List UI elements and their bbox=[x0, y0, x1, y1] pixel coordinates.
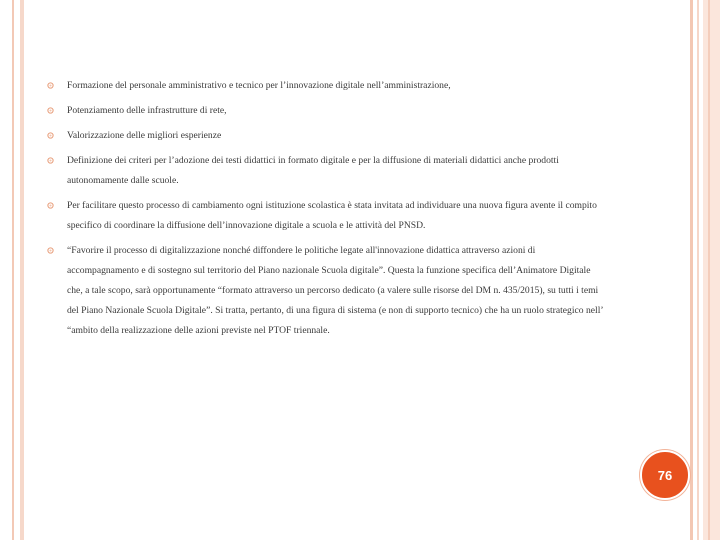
bullet-text: Per facilitare questo processo di cambiamento ogni istituzione scolastica è stata invitata ad individuare una nuova figura avente il compito specifico di coordinare la diffusione dell’innovazione digitale a scuola e le attività del PNSD. bbox=[67, 200, 597, 231]
circle-bullet-icon bbox=[47, 132, 54, 139]
circle-bullet-icon bbox=[47, 82, 54, 89]
circle-bullet-icon bbox=[47, 247, 54, 254]
bullet-list bbox=[47, 76, 607, 346]
circle-bullet-icon bbox=[47, 202, 54, 209]
page-number: 76 bbox=[657, 467, 673, 483]
bullet-item bbox=[47, 101, 607, 121]
circle-bullet-icon bbox=[47, 107, 54, 114]
right-decorative-stripe-thin bbox=[697, 0, 699, 540]
left-decorative-stripe bbox=[12, 0, 14, 540]
circle-bullet-icon bbox=[47, 157, 54, 164]
bullet-item bbox=[47, 76, 607, 96]
bullet-text: Valorizzazione delle migliori esperienze bbox=[67, 130, 222, 141]
bullet-text: “Favorire il processo di digitalizzazione nonché diffondere le politiche legate all'innovazione didattica attraverso azioni di accompagnamento e di sostegno sul territorio del Piano nazionale Scuola digitale”. Questa la funzione specifica dell’Animatore Digitale che, a tale scopo, sarà opportunamente “formato attraverso un percorso dedicato (a valere sulle risorse del DM n. 435/2015), su tutti i temi del Piano Nazionale Scuola Digitale”. Si tratta, pertanto, di una figura di sistema (e non di supporto tecnico) che ha un ruolo strategico nell’ “ambito della realizzazione delle azioni previste nel PTOF triennale. bbox=[67, 245, 603, 336]
right-decorative-stripe-inner bbox=[708, 0, 710, 540]
bullet-text: Formazione del personale amministrativo e tecnico per l’innovazione digitale nell’amministrazione, bbox=[67, 80, 451, 91]
left-decorative-stripe-wide bbox=[20, 0, 24, 540]
bullet-item bbox=[47, 126, 607, 146]
bullet-item bbox=[47, 151, 607, 191]
right-decorative-stripe bbox=[690, 0, 693, 540]
page-number-badge bbox=[640, 450, 690, 500]
bullet-item bbox=[47, 196, 607, 236]
bullet-text: Potenziamento delle infrastrutture di rete, bbox=[67, 105, 227, 116]
right-decorative-band bbox=[703, 0, 720, 540]
bullet-item bbox=[47, 241, 607, 341]
bullet-text: Definizione dei criteri per l’adozione dei testi didattici in formato digitale e per la diffusione di materiali didattici anche prodotti autonomamente dalle scuole. bbox=[67, 155, 559, 186]
